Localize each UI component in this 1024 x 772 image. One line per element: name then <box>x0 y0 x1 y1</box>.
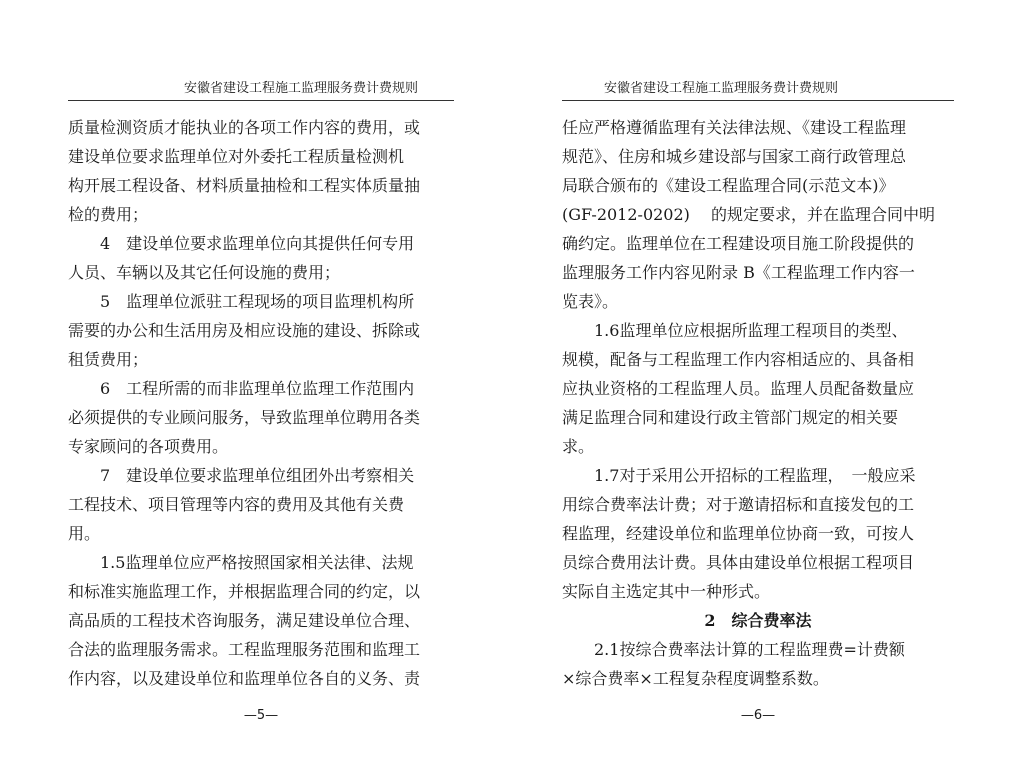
text-line: 员综合费用法计费。具体由建设单位根据工程项目 <box>562 553 915 572</box>
text-line: 用。 <box>68 524 101 543</box>
text-line: 满足监理合同和建设行政主管部门规定的相关要 <box>562 408 899 427</box>
text-line: 6 工程所需的而非监理单位监理工作范围内 <box>68 379 415 398</box>
text-line: 需要的办公和生活用房及相应设施的建设、拆除或 <box>68 321 421 340</box>
text-line: 程监理，经建设单位和监理单位协商一致，可按人 <box>562 524 915 543</box>
running-header: 安徽省建设工程施工监理服务费计费规则 <box>562 80 954 101</box>
page-body <box>68 113 454 693</box>
text-line: 质量检测资质才能执业的各项工作内容的费用，或 <box>68 118 421 137</box>
page-body <box>562 113 954 693</box>
page-number: —5— <box>243 708 279 723</box>
text-line: 高品质的工程技术咨询服务，满足建设单位合理、 <box>68 611 421 630</box>
text-line: 作内容，以及建设单位和监理单位各自的义务、责 <box>68 669 421 688</box>
text-line: 和标准实施监理工作，并根据监理合同的约定，以 <box>68 582 421 601</box>
text-line: 构开展工程设备、材料质量抽检和工程实体质量抽 <box>68 176 421 195</box>
text-line: (GF-2012-0202) 的规定要求，并在监理合同中明 <box>562 205 935 224</box>
page-number: —6— <box>740 708 776 723</box>
running-header: 安徽省建设工程施工监理服务费计费规则 <box>68 80 454 101</box>
text-line: 应执业资格的工程监理人员。监理人员配备数量应 <box>562 379 915 398</box>
text-line: 必须提供的专业顾问服务，导致监理单位聘用各类 <box>68 408 421 427</box>
text-line: 1.5监理单位应严格按照国家相关法律、法规 <box>68 553 414 572</box>
text-line: 工程技术、项目管理等内容的费用及其他有关费 <box>68 495 405 514</box>
text-line: 1.6监理单位应根据所监理工程项目的类型、 <box>562 321 908 340</box>
text-line: 4 建设单位要求监理单位向其提供任何专用 <box>68 234 415 253</box>
text-line: ×综合费率×工程复杂程度调整系数。 <box>562 669 829 688</box>
text-line: 监理服务工作内容见附录 B《工程监理工作内容一 <box>562 263 915 282</box>
text-line: 1.7对于采用公开招标的工程监理， 一般应采 <box>562 466 916 485</box>
text-line: 用综合费率法计费；对于邀请招标和直接发包的工 <box>562 495 915 514</box>
text-line: 求。 <box>562 437 595 456</box>
text-line: 览表》。 <box>562 292 619 311</box>
text-line: 检的费用； <box>68 205 149 224</box>
text-line: 专家顾问的各项费用。 <box>68 437 229 456</box>
text-line: 5 监理单位派驻工程现场的项目监理机构所 <box>68 292 415 311</box>
right-page <box>562 0 954 772</box>
text-line: 实际自主选定其中一种形式。 <box>562 582 771 601</box>
text-line: 确约定。监理单位在工程建设项目施工阶段提供的 <box>562 234 915 253</box>
text-line: 合法的监理服务需求。工程监理服务范围和监理工 <box>68 640 421 659</box>
text-line: 规模，配备与工程监理工作内容相适应的、具备相 <box>562 350 915 369</box>
text-line: 7 建设单位要求监理单位组团外出考察相关 <box>68 466 415 485</box>
text-line: 人员、车辆以及其它任何设施的费用； <box>68 263 341 282</box>
text-line: 局联合颁布的《建设工程监理合同(示范文本)》 <box>562 176 895 195</box>
text-line: 规范》、住房和城乡建设部与国家工商行政管理总 <box>562 147 907 166</box>
text-line: 任应严格遵循监理有关法律法规、《建设工程监理 <box>562 118 907 137</box>
text-line: 租赁费用； <box>68 350 149 369</box>
text-line: 建设单位要求监理单位对外委托工程质量检测机 <box>68 147 405 166</box>
section-heading: 2 综合费率法 <box>704 611 812 630</box>
text-line: 2.1按综合费率法计算的工程监理费=计费额 <box>562 640 905 659</box>
left-page <box>68 0 454 772</box>
